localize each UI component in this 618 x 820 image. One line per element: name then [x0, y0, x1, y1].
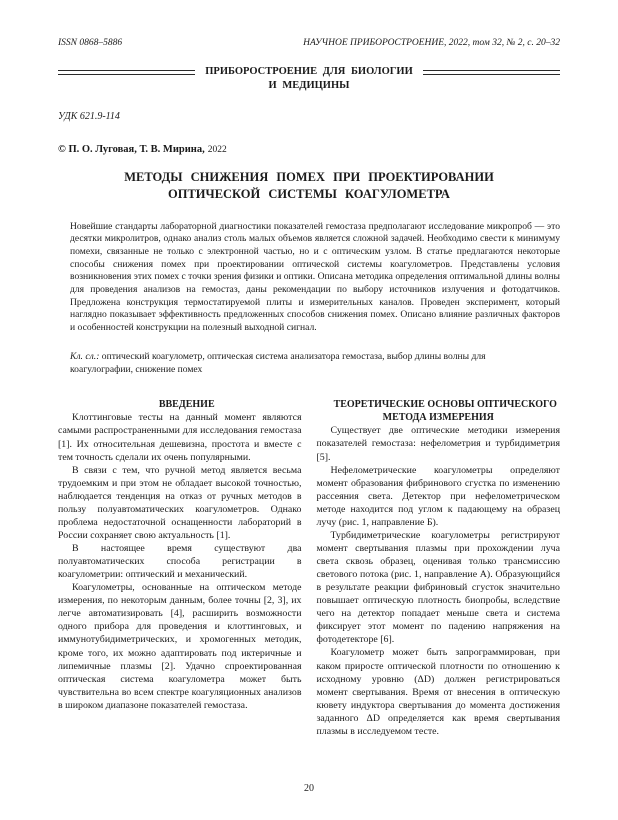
- section-banner-line2: И МЕДИЦИНЫ: [268, 80, 350, 92]
- double-rule-left: [58, 70, 195, 75]
- column-left: [58, 398, 302, 738]
- article-title-line2: ОПТИЧЕСКОЙ СИСТЕМЫ КОАГУЛОМЕТРА: [168, 187, 450, 202]
- article-title: [58, 169, 560, 204]
- theory-paragraph-2: Нефелометрические коагулометры определяют момент образования фибринового сгустка по изменению рассеяния света. Детектор при нефелометрическом методе находится под углом к падающему на образец лучу (рис. 1, направление Б).: [316, 464, 560, 528]
- copyright-line: [58, 144, 560, 155]
- udc-code: УДК 621.9-114: [58, 110, 120, 122]
- keywords-label: Кл. сл.:: [70, 350, 100, 362]
- theory-paragraph-4: Коагулометр может быть запрограммирован, при каком приросте оптической плотности по отношению к исходному уровню (ΔD) должен регистрироваться момент свертывания. Время от внесения в оптическую кювету индуктора свертывания до момента достижения заданного ΔD определяется как время свертывания плазмы в исследуемом тесте.: [316, 647, 560, 737]
- keywords-text: оптический коагулометр, оптическая система анализатора гемостаза, выбор длины волны для коагулографии, снижение помех: [70, 350, 486, 375]
- intro-paragraph-1: Клоттинговые тесты на данный момент являются самыми распространенными для исследования гемостаза [1]. Их относительная дешевизна, простота и вместе с тем точность сделали их очень популярными.: [58, 412, 302, 463]
- page-number: 20: [304, 783, 314, 794]
- theory-paragraph-1: Существует две оптические методики измерения показателей гемостаза: нефелометрия и турбидиметрия [5].: [316, 425, 560, 463]
- journal-reference: НАУЧНОЕ ПРИБОРОСТРОЕНИЕ, 2022, том 32, № 2, с. 20–32: [303, 38, 560, 48]
- copyright-year: 2022: [207, 144, 227, 155]
- theory-paragraph-3: Турбидиметрические коагулометры регистрируют момент свертывания плазмы при прохождении луча света сквозь образец, оценивая только трансмиссию светового потока (рис. 1, направление А). Образующийся в результате реакции фибриновый сгусток значительно повышает оптическую плотность биопробы, вследствие чего на детектор попадает меньше света и система фиксирует этот момент по падению напряжения на фотодетекторе [6].: [316, 529, 560, 646]
- article-title-line1: МЕТОДЫ СНИЖЕНИЯ ПОМЕХ ПРИ ПРОЕКТИРОВАНИИ: [124, 169, 494, 184]
- intro-paragraph-2: В связи с тем, что ручной метод является весьма трудоемким и при этом не обладает высокой точностью, наблюдается тенденция на отказ от ручных методов в пользу полуавтоматических коагулометров. Однако проблема недостаточной оснащенности лабораторий в России сохраняет свою актуальность [1].: [58, 464, 302, 541]
- intro-paragraph-4: Коагулометры, основанные на оптическом методе измерения, по некоторым данным, более точны [2, 3], их легче автоматизировать [4], расширить возможности одного прибора для проведения и клоттинговых, и иммунотубидиметрических, и хромогенных методик, кроме того, их можно адаптировать под иктеричные и липемичные плазмы [2]. Удачно спроектированная оптическая система коагулометра может быть чувствительна во всем спектре коагуляционных анализов в широком диапазоне показателей гемостаза.: [58, 582, 302, 711]
- abstract-text: Новейшие стандарты лабораторной диагностики показателей гемостаза предполагают исследование микропроб — это десятки микролитров, однако анализ столь малых объемов является сложной задачей. Необходимо свести к минимуму помехи, связанные не только с электронной частью, но и с оптическим узлом. В статье предлагаются некоторые способы снижения помех при проектировании оптической системы коагулометров. Представлены условия возникновения этих помех с точки зрения физики и оптики. Описана методика определения оптимальной длины волны для проведения анализов на гемостаз, даны рекомендации по выбору источников излучения и фотодатчиков. Предложена конструкция термостатируемой плиты и измерительных каналов. Проведен эксперимент, который наглядно показывает эффективность предложенных способов снижения помех. Описано влияние различных факторов и особенностей конструкции на полезный выходной сигнал.: [70, 220, 560, 333]
- theory-heading: ТЕОРЕТИЧЕСКИЕ ОСНОВЫ ОПТИЧЕСКОГО МЕТОДА ИЗМЕРЕНИЯ: [333, 399, 557, 424]
- keywords-line: [70, 350, 500, 377]
- section-banner-title: [195, 65, 423, 92]
- double-rule-right: [423, 70, 560, 75]
- column-right: [317, 398, 561, 738]
- intro-paragraph-3: В настоящее время существуют два полуавтоматических способа регистрации в коагулометрии: оптический и механический.: [58, 543, 302, 581]
- section-banner: [58, 65, 560, 92]
- intro-heading: ВВЕДЕНИЕ: [158, 399, 215, 411]
- section-banner-line1: ПРИБОРОСТРОЕНИЕ ДЛЯ БИОЛОГИИ: [205, 66, 413, 78]
- body-columns: [58, 398, 560, 738]
- copyright-authors: © П. О. Луговая, Т. В. Мирина,: [58, 143, 205, 155]
- page-header: [58, 38, 560, 49]
- issn-label: ISSN 0868–5886: [58, 38, 123, 48]
